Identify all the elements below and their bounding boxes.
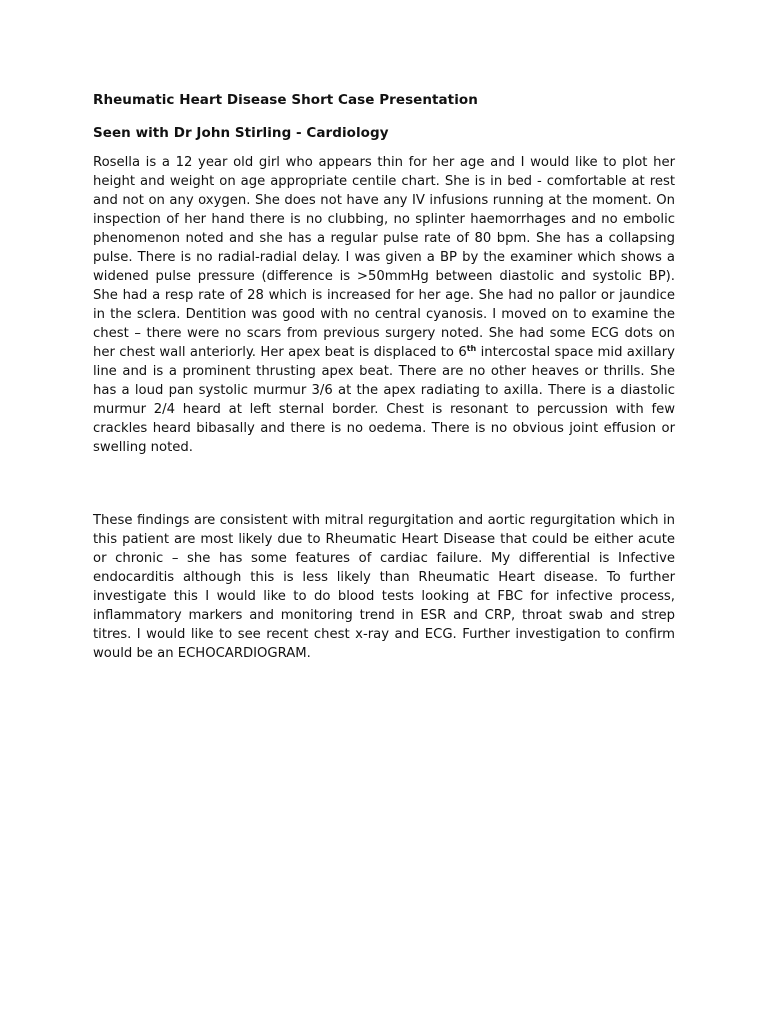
examination-paragraph xyxy=(93,153,675,457)
document-content xyxy=(93,91,675,663)
document-title: Rheumatic Heart Disease Short Case Presentation xyxy=(93,92,478,108)
examination-text-part2: intercostal space mid axillary line and is a prominent thrusting apex beat. There are no other heaves or thrills. She has a loud pan systolic murmur 3/6 at the apex radiating to axilla. There is a diastolic murmur 2/4 heard at left sternal border. Chest is resonant to percussion with few crackles heard bibasally and there is no oedema. There is no obvious joint effusion or swelling noted. xyxy=(93,345,675,455)
document-subtitle: Seen with Dr John Stirling - Cardiology xyxy=(93,125,389,141)
ordinal-superscript: th xyxy=(466,344,477,353)
examination-text-part1: Rosella is a 12 year old girl who appears thin for her age and I would like to plot her height and weight on age appropriate centile chart. She is in bed - comfortable at rest and not on any oxygen. She does not have any IV infusions running at the moment. On inspection of her hand there is no clubbing, no splinter haemorrhages and no embolic phenomenon noted and she has a regular pulse rate of 80 bpm. She has a collapsing pulse. There is no radial-radial delay. I was given a BP by the examiner which shows a widened pulse pressure (difference is >50mmHg between diastolic and systolic BP). She had a resp rate of 28 which is increased for her age. She had no pallor or jaundice in the sclera. Dentition was good with no central cyanosis. I moved on to examine the chest – there were no scars from previous surgery noted. She had some ECG dots on her chest wall anteriorly. Her apex beat is displaced to 6 xyxy=(93,155,675,360)
findings-paragraph: These findings are consistent with mitral regurgitation and aortic regurgitation which in this patient are most likely due to Rheumatic Heart Disease that could be either acute or chronic – she has some features of cardiac failure. My differential is Infective endocarditis although this is less likely than Rheumatic Heart disease. To further investigate this I would like to do blood tests looking at FBC for infective process, inflammatory markers and monitoring trend in ESR and CRP, throat swab and strep titres. I would like to see recent chest x-ray and ECG. Further investigation to confirm would be an ECHOCARDIOGRAM. xyxy=(93,513,675,661)
